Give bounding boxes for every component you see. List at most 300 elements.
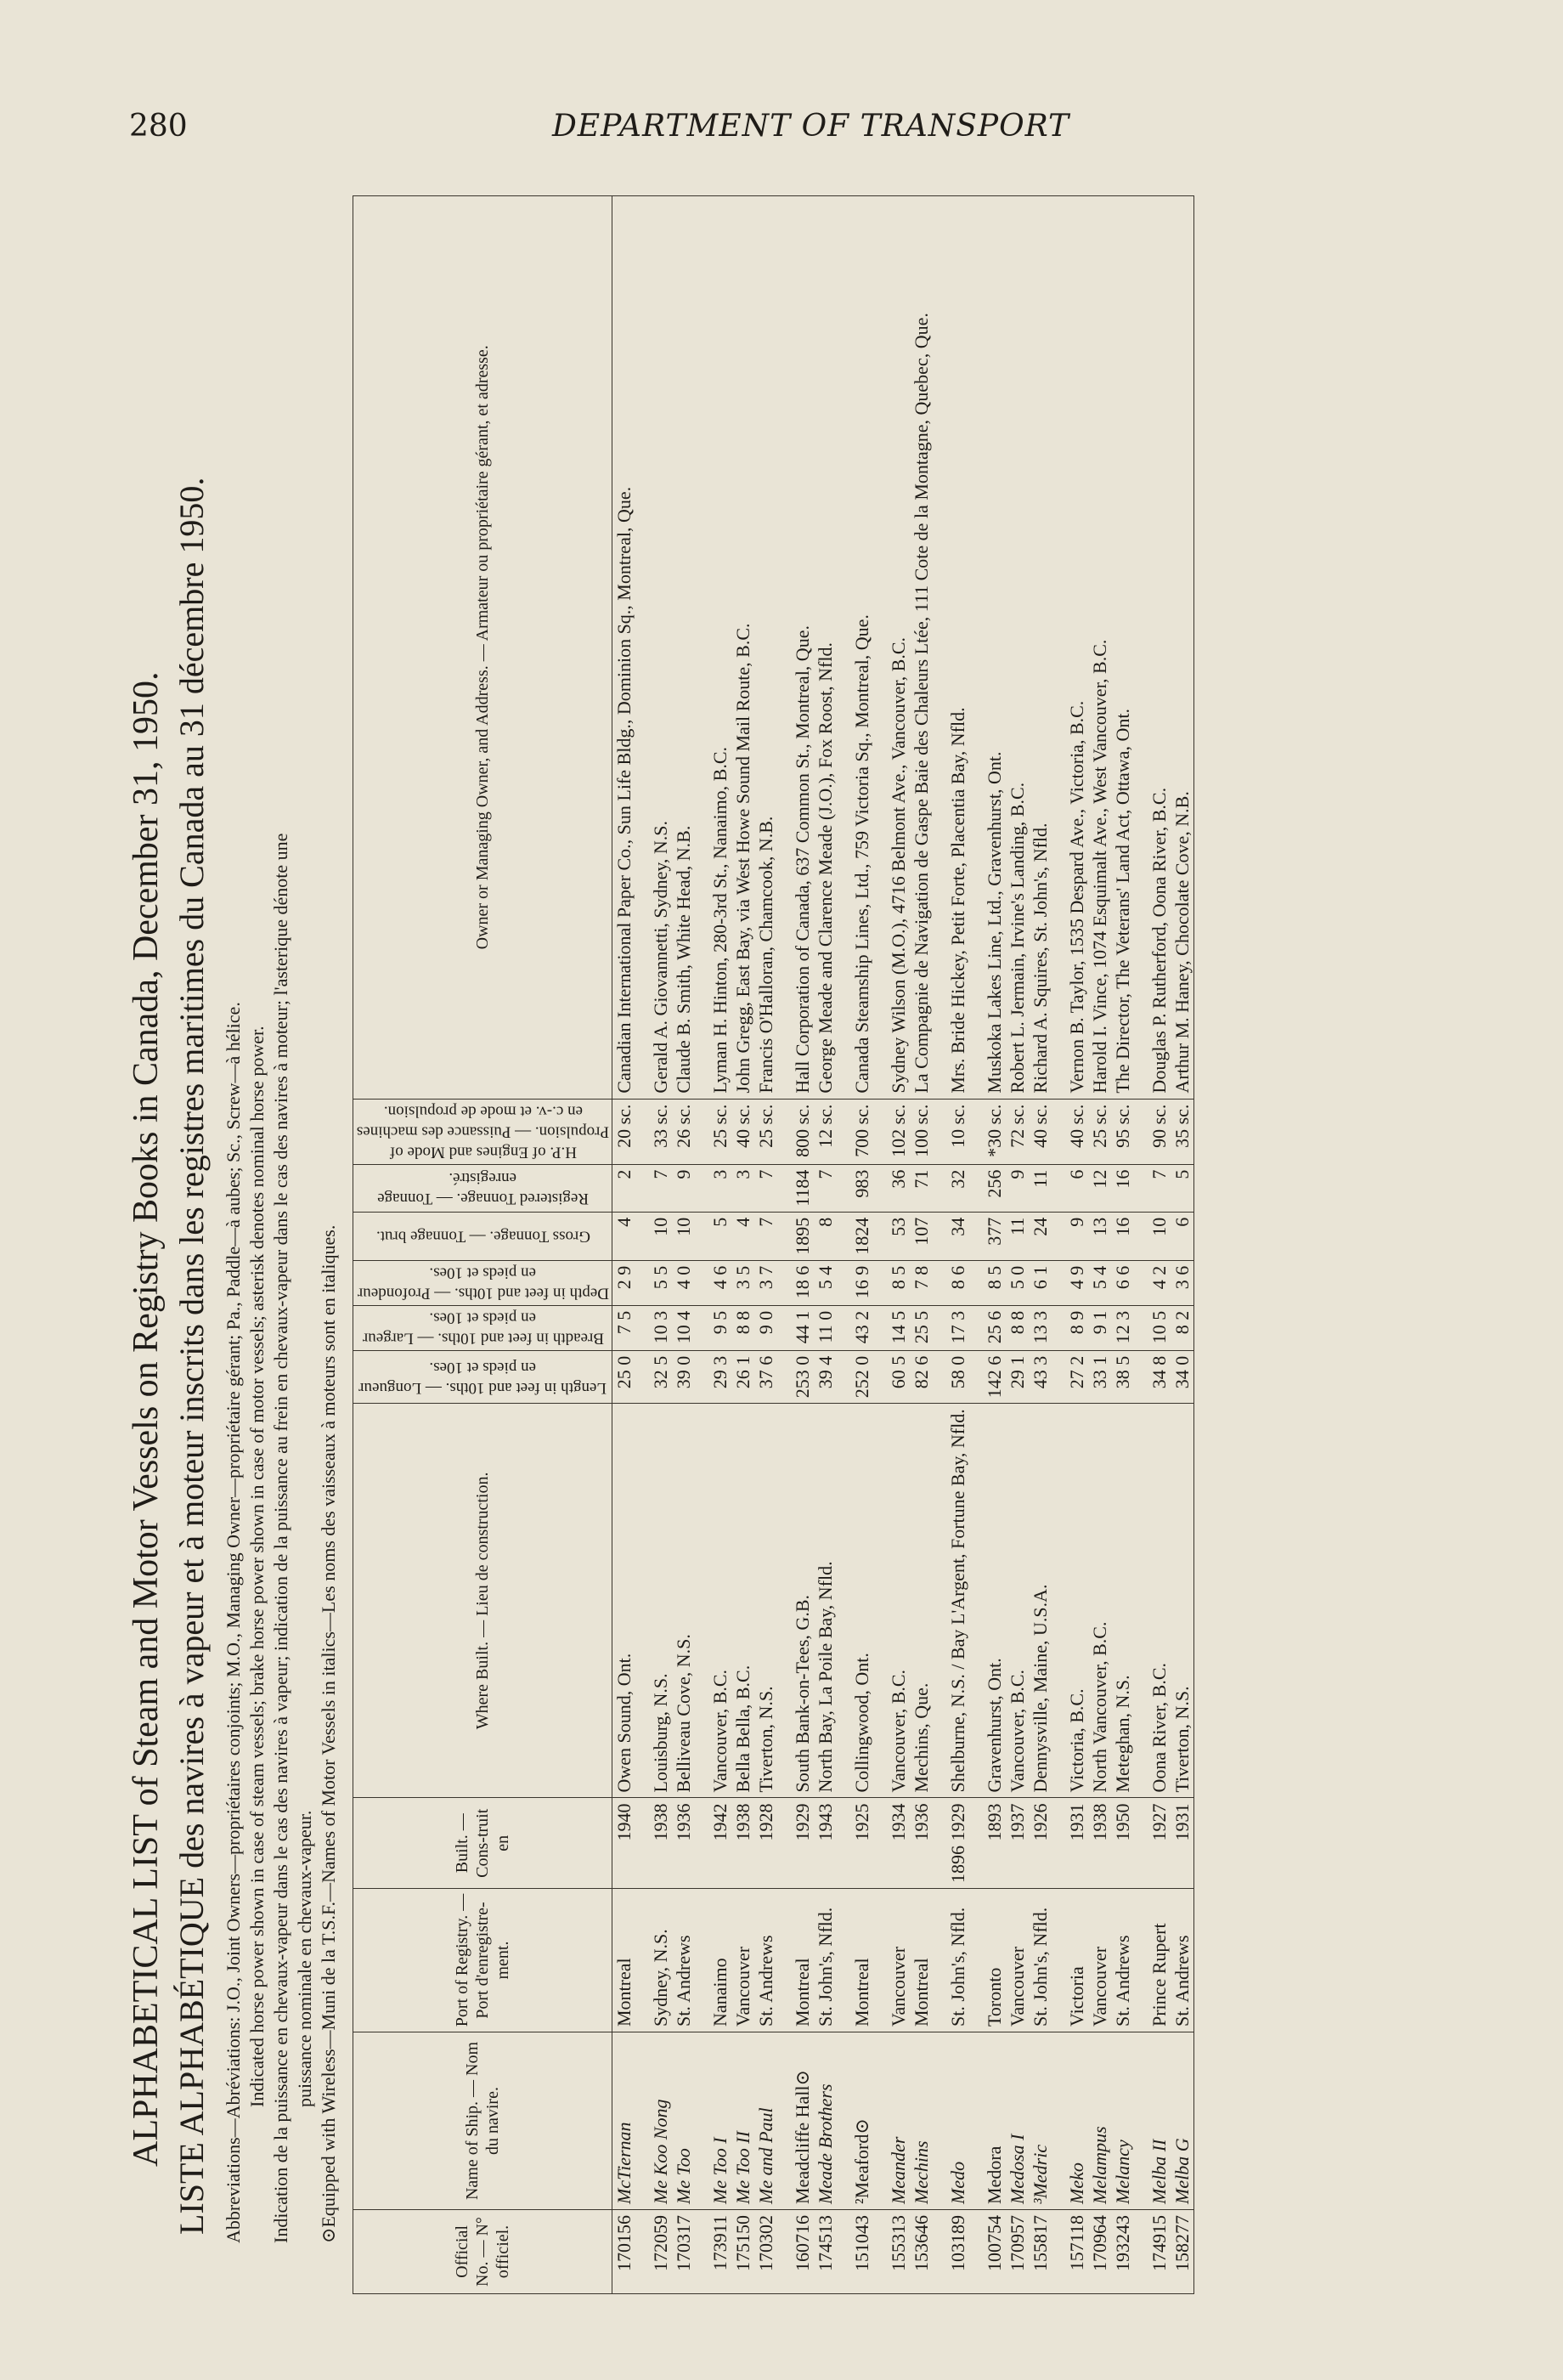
empty-cell	[837, 2032, 850, 2210]
cell-length: 252 0	[850, 1350, 873, 1404]
empty-cell	[695, 1164, 708, 1212]
cell-registered-tonnage: 71	[910, 1164, 933, 1212]
cell-ship-name: Melba II	[1148, 2032, 1171, 2210]
cell-registered-tonnage: 11	[1029, 1164, 1052, 1212]
cell-registered-tonnage: 1184	[791, 1164, 814, 1212]
empty-cell	[933, 1404, 946, 1798]
empty-cell	[777, 1260, 791, 1305]
empty-cell	[777, 1212, 791, 1260]
empty-cell	[873, 2210, 887, 2294]
cell-gross-tonnage: 11	[1006, 1212, 1029, 1260]
empty-cell	[969, 196, 983, 1100]
cell-breadth: 10 5	[1148, 1305, 1171, 1350]
cell-gross-tonnage: 53	[887, 1212, 910, 1260]
empty-cell	[635, 1889, 649, 2032]
cell-horsepower: 72 sc.	[1006, 1099, 1029, 1164]
cell-breadth: 7 5	[612, 1305, 636, 1350]
cell-port: Vancouver	[887, 1889, 910, 2032]
cell-owner: Vernon B. Taylor, 1535 Despard Ave., Victoria, B.C.	[1065, 196, 1088, 1100]
cell-ship-name: Me Too	[672, 2032, 695, 2210]
table-row	[612, 196, 636, 2294]
cell-owner: The Director, The Veterans' Land Act, Ottawa, Ont.	[1111, 196, 1134, 1100]
cell-horsepower: 95 sc.	[1111, 1099, 1134, 1164]
col-depth: Depth in feet and 10ths. — Profondeur en pieds et 10es.	[353, 1260, 612, 1305]
cell-length: 26 1	[731, 1350, 754, 1404]
cell-breadth: 8 2	[1171, 1305, 1194, 1350]
cell-horsepower: 40 sc.	[1065, 1099, 1088, 1164]
empty-cell	[1134, 1305, 1148, 1350]
cell-breadth: 14 5	[887, 1305, 910, 1350]
cell-port: Victoria	[1065, 1889, 1088, 2032]
cell-where-built: Vancouver, B.C.	[708, 1404, 731, 1798]
cell-official-no: 157118	[1065, 2210, 1088, 2294]
col-port: Port of Registry. — Port d'enregistre-ment.	[353, 1889, 612, 2032]
cell-horsepower: 26 sc.	[672, 1099, 695, 1164]
cell-registered-tonnage: 3	[731, 1164, 754, 1212]
row-gap	[1052, 196, 1065, 2294]
cell-where-built: North Bay, La Poile Bay, Nfld.	[814, 1404, 837, 1798]
cell-horsepower: 40 sc.	[1029, 1099, 1052, 1164]
empty-cell	[695, 2032, 708, 2210]
cell-registered-tonnage: 36	[887, 1164, 910, 1212]
cell-breadth: 25 5	[910, 1305, 933, 1350]
cell-built: 1934	[887, 1798, 910, 1889]
cell-registered-tonnage: 256	[983, 1164, 1006, 1212]
table-row	[754, 196, 777, 2294]
cell-depth: 4 6	[708, 1260, 731, 1305]
cell-length: 82 6	[910, 1350, 933, 1404]
cell-owner: Lyman H. Hinton, 280-3rd St., Nanaimo, B.C.	[708, 196, 731, 1100]
cell-depth: 8 5	[887, 1260, 910, 1305]
cell-gross-tonnage: 34	[946, 1212, 969, 1260]
empty-cell	[933, 1099, 946, 1164]
cell-depth: 5 5	[649, 1260, 672, 1305]
cell-gross-tonnage: 377	[983, 1212, 1006, 1260]
cell-owner: Robert L. Jermain, Irvine's Landing, B.C.	[1006, 196, 1029, 1100]
row-gap	[635, 196, 649, 2294]
cell-depth: 18 6	[791, 1260, 814, 1305]
cell-length: 34 8	[1148, 1350, 1171, 1404]
cell-where-built: Oona River, B.C.	[1148, 1404, 1171, 1798]
empty-cell	[635, 2210, 649, 2294]
cell-port: St. John's, Nfld.	[814, 1889, 837, 2032]
cell-gross-tonnage: 10	[649, 1212, 672, 1260]
cell-port: Montreal	[910, 1889, 933, 2032]
cell-horsepower: 100 sc.	[910, 1099, 933, 1164]
cell-built: 1942	[708, 1798, 731, 1889]
empty-cell	[695, 1798, 708, 1889]
table-row	[649, 196, 672, 2294]
table-row	[1065, 196, 1088, 2294]
cell-ship-name: ³Medric	[1029, 2032, 1052, 2210]
cell-gross-tonnage: 5	[708, 1212, 731, 1260]
empty-cell	[933, 1305, 946, 1350]
empty-cell	[933, 196, 946, 1100]
empty-cell	[873, 1798, 887, 1889]
empty-cell	[933, 1164, 946, 1212]
empty-cell	[635, 1164, 649, 1212]
col-name: Name of Ship. — Nom du navire.	[353, 2032, 612, 2210]
empty-cell	[777, 1404, 791, 1798]
empty-cell	[777, 2032, 791, 2210]
cell-breadth: 13 3	[1029, 1305, 1052, 1350]
cell-where-built: Collingwood, Ont.	[850, 1404, 873, 1798]
empty-cell	[969, 2032, 983, 2210]
cell-length: 33 1	[1088, 1350, 1111, 1404]
cell-built: 1950	[1111, 1798, 1134, 1889]
cell-length: 43 3	[1029, 1350, 1052, 1404]
empty-cell	[873, 196, 887, 1100]
empty-cell	[1134, 196, 1148, 1100]
cell-breadth: 44 1	[791, 1305, 814, 1350]
table-row	[946, 196, 969, 2294]
cell-breadth: 17 3	[946, 1305, 969, 1350]
cell-gross-tonnage: 16	[1111, 1212, 1134, 1260]
cell-ship-name: Me Too I	[708, 2032, 731, 2210]
cell-gross-tonnage: 10	[672, 1212, 695, 1260]
cell-length: 38 5	[1111, 1350, 1134, 1404]
table-row	[1006, 196, 1029, 2294]
cell-where-built: Louisburg, N.S.	[649, 1404, 672, 1798]
cell-official-no: 174513	[814, 2210, 837, 2294]
empty-cell	[777, 1099, 791, 1164]
horsepower-note-fr-cont: puissance nominale en chevaux-vapeur.	[294, 1810, 315, 2107]
cell-port: St. John's, Nfld.	[1029, 1889, 1052, 2032]
row-gap	[969, 196, 983, 2294]
empty-cell	[969, 1350, 983, 1404]
cell-built: 1931	[1171, 1798, 1194, 1889]
empty-cell	[873, 1099, 887, 1164]
empty-cell	[969, 1889, 983, 2032]
col-registered: Registered Tonnage. — Tonnage enregistré.	[353, 1164, 612, 1212]
cell-length: 253 0	[791, 1350, 814, 1404]
empty-cell	[1052, 1260, 1065, 1305]
cell-depth: 8 5	[983, 1260, 1006, 1305]
cell-official-no: 170317	[672, 2210, 695, 2294]
empty-cell	[837, 1350, 850, 1404]
cell-port: Montreal	[850, 1889, 873, 2032]
cell-where-built: Dennysville, Maine, U.S.A.	[1029, 1404, 1052, 1798]
empty-cell	[635, 1798, 649, 1889]
empty-cell	[837, 1305, 850, 1350]
table-row	[887, 196, 910, 2294]
col-length: Length in feet and 10ths. — Longueur en pieds et 10es.	[353, 1350, 612, 1404]
empty-cell	[837, 1798, 850, 1889]
empty-cell	[1134, 1889, 1148, 2032]
cell-gross-tonnage: 9	[1065, 1212, 1088, 1260]
empty-cell	[933, 1798, 946, 1889]
cell-owner: Muskoka Lakes Line, Ltd., Gravenhurst, Ont.	[983, 196, 1006, 1100]
cell-horsepower: 35 sc.	[1171, 1099, 1194, 1164]
col-gross: Gross Tonnage. — Tonnage brut.	[353, 1212, 612, 1260]
empty-cell	[695, 196, 708, 1100]
cell-owner: Harold I. Vince, 1074 Esquimalt Ave., West Vancouver, B.C.	[1088, 196, 1111, 1100]
table-row	[731, 196, 754, 2294]
cell-horsepower: 20 sc.	[612, 1099, 636, 1164]
cell-gross-tonnage: 24	[1029, 1212, 1052, 1260]
cell-built: 1893	[983, 1798, 1006, 1889]
cell-depth: 7 8	[910, 1260, 933, 1305]
empty-cell	[1134, 2210, 1148, 2294]
row-gap	[1134, 196, 1148, 2294]
cell-horsepower: 25 sc.	[754, 1099, 777, 1164]
cell-owner: Canada Steamship Lines, Ltd., 759 Victoria Sq., Montreal, Que.	[850, 196, 873, 1100]
cell-built: 1929	[791, 1798, 814, 1889]
empty-cell	[1052, 2032, 1065, 2210]
title-french: LISTE ALPHABÉTIQUE des navires à vapeur et à moteur inscrits dans les registres maritimes du Canada au 31 décembre 1950.	[172, 477, 211, 2235]
cell-ship-name: Meander	[887, 2032, 910, 2210]
cell-registered-tonnage: 7	[814, 1164, 837, 1212]
empty-cell	[1052, 1305, 1065, 1350]
cell-owner: Sydney Wilson (M.O.), 4716 Belmont Ave., Vancouver, B.C.	[887, 196, 910, 1100]
cell-owner: Douglas P. Rutherford, Oona River, B.C.	[1148, 196, 1171, 1100]
empty-cell	[873, 1305, 887, 1350]
cell-gross-tonnage: 8	[814, 1212, 837, 1260]
cell-official-no: 170964	[1088, 2210, 1111, 2294]
cell-length: 60 5	[887, 1350, 910, 1404]
cell-where-built: Bella Bella, B.C.	[731, 1404, 754, 1798]
cell-ship-name: Medo	[946, 2032, 969, 2210]
empty-cell	[1052, 1212, 1065, 1260]
cell-port: St. Andrews	[754, 1889, 777, 2032]
cell-ship-name: Me Koo Nong	[649, 2032, 672, 2210]
cell-owner: Arthur M. Haney, Chocolate Cove, N.B.	[1171, 196, 1194, 1100]
cell-where-built: Belliveau Cove, N.S.	[672, 1404, 695, 1798]
cell-registered-tonnage: 983	[850, 1164, 873, 1212]
cell-official-no: 175150	[731, 2210, 754, 2294]
table-row	[983, 196, 1006, 2294]
empty-cell	[1134, 2032, 1148, 2210]
cell-where-built: Tiverton, N.S.	[754, 1404, 777, 1798]
empty-cell	[635, 1260, 649, 1305]
empty-cell	[969, 2210, 983, 2294]
cell-where-built: Shelburne, N.S. / Bay L'Argent, Fortune Bay, Nfld.	[946, 1404, 969, 1798]
cell-registered-tonnage: 3	[708, 1164, 731, 1212]
empty-cell	[837, 1404, 850, 1798]
cell-registered-tonnage: 6	[1065, 1164, 1088, 1212]
cell-breadth: 11 0	[814, 1305, 837, 1350]
cell-where-built: Meteghan, N.S.	[1111, 1404, 1134, 1798]
cell-built: 1928	[754, 1798, 777, 1889]
cell-length: 27 2	[1065, 1350, 1088, 1404]
cell-depth: 5 0	[1006, 1260, 1029, 1305]
empty-cell	[969, 1404, 983, 1798]
empty-cell	[969, 1798, 983, 1889]
cell-depth: 8 6	[946, 1260, 969, 1305]
cell-ship-name: McTiernan	[612, 2032, 636, 2210]
empty-cell	[933, 1260, 946, 1305]
cell-depth: 6 1	[1029, 1260, 1052, 1305]
row-gap	[777, 196, 791, 2294]
cell-length: 142 6	[983, 1350, 1006, 1404]
cell-gross-tonnage: 107	[910, 1212, 933, 1260]
cell-where-built: Vancouver, B.C.	[887, 1404, 910, 1798]
cell-registered-tonnage: 9	[1006, 1164, 1029, 1212]
cell-length: 39 4	[814, 1350, 837, 1404]
cell-depth: 4 2	[1148, 1260, 1171, 1305]
cell-where-built: Mechins, Que.	[910, 1404, 933, 1798]
cell-official-no: 170957	[1006, 2210, 1029, 2294]
cell-breadth: 10 3	[649, 1305, 672, 1350]
table-row	[1088, 196, 1111, 2294]
cell-horsepower: 10 sc.	[946, 1099, 969, 1164]
cell-depth: 3 7	[754, 1260, 777, 1305]
cell-built: 1937	[1006, 1798, 1029, 1889]
cell-gross-tonnage: 1824	[850, 1212, 873, 1260]
empty-cell	[695, 1350, 708, 1404]
cell-official-no: 155313	[887, 2210, 910, 2294]
empty-cell	[635, 2032, 649, 2210]
cell-gross-tonnage: 1895	[791, 1212, 814, 1260]
empty-cell	[969, 1260, 983, 1305]
empty-cell	[777, 196, 791, 1100]
empty-cell	[837, 1212, 850, 1260]
empty-cell	[1052, 1350, 1065, 1404]
empty-cell	[873, 1164, 887, 1212]
cell-breadth: 12 3	[1111, 1305, 1134, 1350]
cell-official-no: 170302	[754, 2210, 777, 2294]
cell-built: 1938	[1088, 1798, 1111, 1889]
cell-owner: Gerald A. Giovannetti, Sydney, N.S.	[649, 196, 672, 1100]
col-official-no: Official No. — N° officiel.	[353, 2210, 612, 2294]
cell-owner: La Compagnie de Navigation de Gaspe Baie des Chaleurs Ltée, 111 Cote de la Montagne, Quebec, Que.	[910, 196, 933, 1100]
cell-breadth: 9 5	[708, 1305, 731, 1350]
cell-length: 29 3	[708, 1350, 731, 1404]
empty-cell	[777, 1164, 791, 1212]
cell-owner: Francis O'Halloran, Chamcook, N.B.	[754, 196, 777, 1100]
empty-cell	[1134, 1350, 1148, 1404]
cell-ship-name: Me Too II	[731, 2032, 754, 2210]
cell-registered-tonnage: 7	[649, 1164, 672, 1212]
table-row	[708, 196, 731, 2294]
cell-horsepower: 700 sc.	[850, 1099, 873, 1164]
cell-where-built: Owen Sound, Ont.	[612, 1404, 636, 1798]
cell-port: Nanaimo	[708, 1889, 731, 2032]
empty-cell	[1052, 2210, 1065, 2294]
cell-gross-tonnage: 7	[754, 1212, 777, 1260]
cell-registered-tonnage: 32	[946, 1164, 969, 1212]
cell-horsepower: 12 sc.	[814, 1099, 837, 1164]
empty-cell	[873, 1350, 887, 1404]
cell-built: 1943	[814, 1798, 837, 1889]
cell-ship-name: Medosa I	[1006, 2032, 1029, 2210]
cell-registered-tonnage: 2	[612, 1164, 636, 1212]
cell-breadth: 43 2	[850, 1305, 873, 1350]
cell-port: Montreal	[612, 1889, 636, 2032]
cell-ship-name: Meade Brothers	[814, 2032, 837, 2210]
cell-horsepower: 40 sc.	[731, 1099, 754, 1164]
cell-official-no: 155817	[1029, 2210, 1052, 2294]
cell-built: 1925	[850, 1798, 873, 1889]
cell-length: 58 0	[946, 1350, 969, 1404]
cell-registered-tonnage: 16	[1111, 1164, 1134, 1212]
empty-cell	[969, 1164, 983, 1212]
empty-cell	[933, 2032, 946, 2210]
cell-breadth: 25 6	[983, 1305, 1006, 1350]
cell-horsepower: 33 sc.	[649, 1099, 672, 1164]
table-row	[910, 196, 933, 2294]
cell-ship-name: ²Meaford⊙	[850, 2032, 873, 2210]
empty-cell	[933, 1350, 946, 1404]
cell-port: St. Andrews	[1111, 1889, 1134, 2032]
table-row	[1111, 196, 1134, 2294]
table-row	[791, 196, 814, 2294]
cell-built: 1938	[649, 1798, 672, 1889]
cell-horsepower: 90 sc.	[1148, 1099, 1171, 1164]
empty-cell	[695, 1889, 708, 2032]
empty-cell	[777, 1305, 791, 1350]
table-row	[1148, 196, 1171, 2294]
title-english: ALPHABETICAL LIST of Steam and Motor Vessels on Registry Books in Canada, December 31, 1950.	[127, 671, 166, 2167]
cell-where-built: Tiverton, N.S.	[1171, 1404, 1194, 1798]
cell-built: 1927	[1148, 1798, 1171, 1889]
empty-cell	[1052, 1889, 1065, 2032]
cell-owner: Canadian International Paper Co., Sun Life Bldg., Dominion Sq., Montreal, Que.	[612, 196, 636, 1100]
cell-registered-tonnage: 7	[754, 1164, 777, 1212]
cell-official-no: 170156	[612, 2210, 636, 2294]
cell-official-no: 172059	[649, 2210, 672, 2294]
cell-where-built: Gravenhurst, Ont.	[983, 1404, 1006, 1798]
cell-owner: George Meade and Clarence Meade (J.O.), Fox Roost, Nfld.	[814, 196, 837, 1100]
empty-cell	[695, 1260, 708, 1305]
cell-length: 39 0	[672, 1350, 695, 1404]
cell-depth: 16 9	[850, 1260, 873, 1305]
cell-port: Vancouver	[731, 1889, 754, 2032]
empty-cell	[837, 196, 850, 1100]
cell-built: 1926	[1029, 1798, 1052, 1889]
empty-cell	[777, 1889, 791, 2032]
page-number: 280	[129, 109, 188, 144]
empty-cell	[695, 2210, 708, 2294]
cell-ship-name: Meadcliffe Hall⊙	[791, 2032, 814, 2210]
empty-cell	[837, 1164, 850, 1212]
empty-cell	[777, 1798, 791, 1889]
empty-cell	[777, 1350, 791, 1404]
cell-length: 29 1	[1006, 1350, 1029, 1404]
cell-registered-tonnage: 9	[672, 1164, 695, 1212]
cell-port: St. John's, Nfld.	[946, 1889, 969, 2032]
empty-cell	[1052, 1164, 1065, 1212]
empty-cell	[635, 1350, 649, 1404]
empty-cell	[837, 1889, 850, 2032]
cell-depth: 4 0	[672, 1260, 695, 1305]
cell-depth: 2 9	[612, 1260, 636, 1305]
empty-cell	[969, 1305, 983, 1350]
cell-official-no: 193243	[1111, 2210, 1134, 2294]
cell-breadth: 9 1	[1088, 1305, 1111, 1350]
cell-horsepower: 25 sc.	[1088, 1099, 1111, 1164]
col-owner: Owner or Managing Owner, and Address. — Armateur ou propriétaire gérant, et adresse.	[353, 196, 612, 1100]
empty-cell	[837, 1099, 850, 1164]
empty-cell	[777, 2210, 791, 2294]
cell-port: St. Andrews	[1171, 1889, 1194, 2032]
cell-length: 25 0	[612, 1350, 636, 1404]
header-row	[353, 196, 612, 2294]
empty-cell	[695, 1212, 708, 1260]
cell-official-no: 151043	[850, 2210, 873, 2294]
row-gap	[873, 196, 887, 2294]
empty-cell	[695, 1099, 708, 1164]
col-built: Built. — Cons-truit en	[353, 1798, 612, 1889]
empty-cell	[837, 2210, 850, 2294]
empty-cell	[933, 1889, 946, 2032]
empty-cell	[837, 1260, 850, 1305]
table-row	[850, 196, 873, 2294]
cell-built: 1896 1929	[946, 1798, 969, 1889]
cell-official-no: 100754	[983, 2210, 1006, 2294]
row-gap	[837, 196, 850, 2294]
empty-cell	[635, 1099, 649, 1164]
